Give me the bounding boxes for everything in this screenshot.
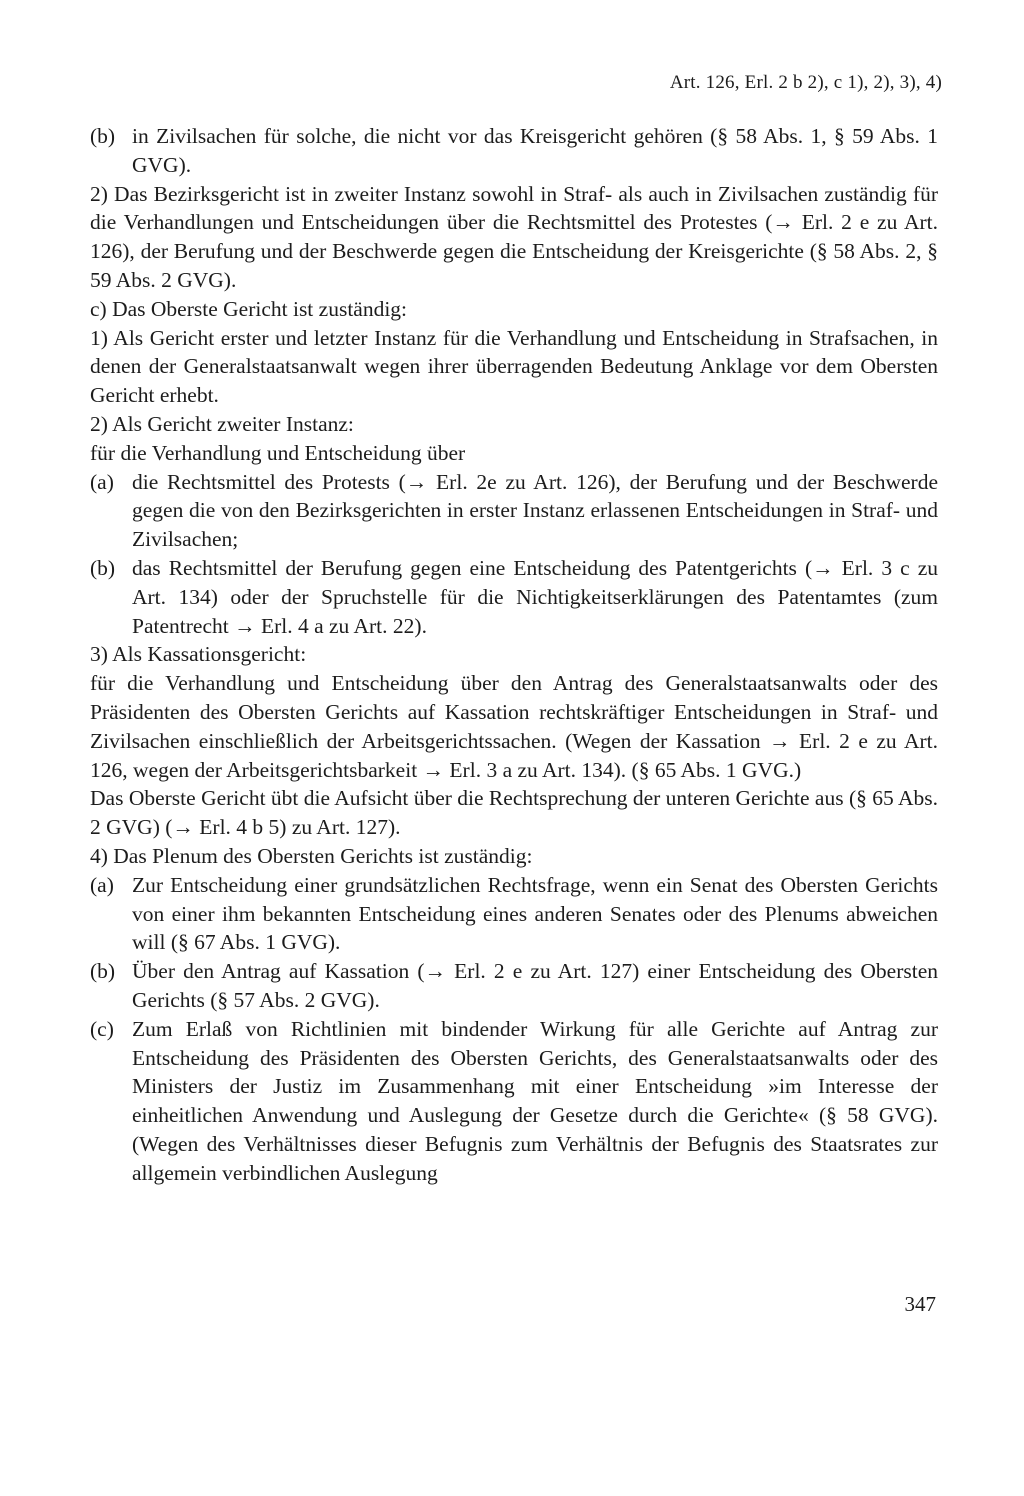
list-item-text: Zum Erlaß von Richtlinien mit bindender Wirkung für alle Gerichte auf Antrag zur Entscheidung des Präsidenten des Obersten Gerichts, des Generalstaatsanwalts oder des Ministers der Justiz im Zusammenhang mit einer Entscheidung »im Interesse der einheitlichen Anwendung und Auslegung der Gesetze durch die Gerichte« (§ 58 GVG). (Wegen des Verhältnisses dieser Befugnis zum Verhältnis der Befugnis des Staatsrates zur allgemein verbindlichen Auslegung [132, 1016, 938, 1185]
list-item-text: das Rechtsmittel der Berufung gegen eine Entscheidung des Patentgerichts (→ Erl. 3 c zu Art. 134) oder der Spruchstelle für die Nichtigkeitserklärungen des Patentamtes (zum Patentrecht → Erl. 4 a zu Art. 22). [132, 555, 938, 638]
list-item [90, 554, 938, 640]
paragraph: 1) Als Gericht erster und letzter Instanz für die Verhandlung und Entscheidung in Strafsachen, in denen der Generalstaatsanwalt wegen ihrer überragenden Bedeutung Anklage vor dem Obersten Gericht erhebt. [90, 325, 938, 408]
list-item-text: die Rechtsmittel des Protests (→ Erl. 2e zu Art. 126), der Berufung und der Beschwerde gegen die von den Bezirksgerichten in erster Instanz erlassenen Entscheidungen in Straf- und Zivilsachen; [132, 469, 938, 552]
list-marker: (a) [90, 469, 114, 494]
list-marker: (b) [90, 959, 116, 984]
page-number: 347 [904, 1292, 936, 1316]
list-item [90, 122, 938, 180]
list-item [90, 468, 938, 554]
paragraph: 2) Das Bezirksgericht ist in zweiter Instanz sowohl in Straf- als auch in Zivilsachen zuständig für die Verhandlungen und Entscheidungen über die Rechtsmittel des Protestes (→ Erl. 2 e zu Art. 126), der Berufung und der Beschwerde gegen die Entscheidung der Kreisgerichte (§ 58 Abs. 2, § 59 Abs. 2 GVG). [90, 181, 938, 292]
list-item [90, 957, 938, 1015]
list-item-text: in Zivilsachen für solche, die nicht vor das Kreisgericht gehören (§ 58 Abs. 1, § 59 Abs. 1 GVG). [132, 124, 938, 177]
paragraph: Das Oberste Gericht übt die Aufsicht über die Rechtsprechung der unteren Gerichte aus (§ 65 Abs. 2 GVG) (→ Erl. 4 b 5) zu Art. 127). [90, 786, 938, 840]
list-marker: (c) [90, 1016, 114, 1041]
paragraph: c) Das Oberste Gericht ist zuständig: [90, 296, 408, 321]
list-item-text: Zur Entscheidung einer grundsätzlichen Rechtsfrage, wenn ein Senat des Obersten Gerichts von einer ihm bekannten Entscheidung eines anderen Senates oder des Plenums abweichen will (§ 67 Abs. 1 GVG). [132, 872, 938, 955]
list-marker: (a) [90, 872, 114, 897]
list-marker: (b) [90, 555, 116, 580]
list-item [90, 1015, 938, 1188]
paragraph: 2) Als Gericht zweiter Instanz: [90, 411, 354, 436]
running-header: Art. 126, Erl. 2 b 2), c 1), 2), 3), 4) [669, 72, 942, 93]
list-item [90, 871, 938, 957]
list-marker: (b) [90, 124, 116, 148]
paragraph: 4) Das Plenum des Obersten Gerichts ist zuständig: [90, 843, 533, 868]
body-text [90, 122, 938, 1187]
paragraph: 3) Als Kassationsgericht: [90, 642, 307, 667]
list-item-text: Über den Antrag auf Kassation (→ Erl. 2 e zu Art. 127) einer Entscheidung des Obersten Gerichts (§ 57 Abs. 2 GVG). [132, 959, 938, 1012]
paragraph: für die Verhandlung und Entscheidung über [90, 440, 466, 465]
paragraph: für die Verhandlung und Entscheidung über den Antrag des Generalstaatsanwalts oder des Präsidenten des Obersten Gerichts auf Kassation rechtskräftiger Entscheidungen in Straf- und Zivilsachen einschließlich der Arbeitsgerichtssachen. (Wegen der Kassation → Erl. 2 e zu Art. 126, wegen der Arbeitsgerichtsbarkeit → Erl. 3 a zu Art. 134). (§ 65 Abs. 1 GVG.) [90, 671, 938, 782]
